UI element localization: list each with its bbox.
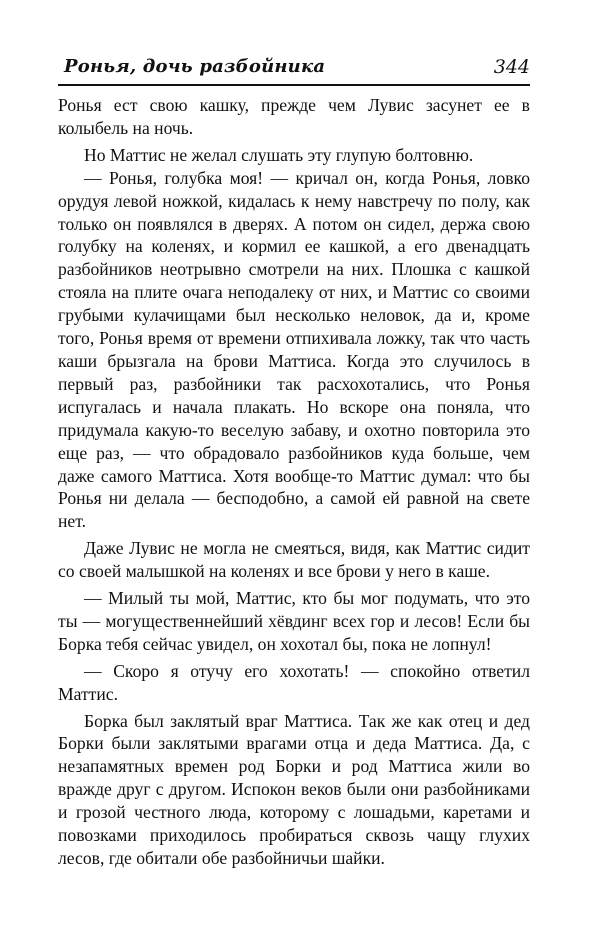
paragraph: Борка был заклятый враг Маттиса. Так же как отец и дед Борки были заклятыми врагами отца и деда Маттиса. Да, с незапамятных времен род Борки и род Маттиса жили во вражде друг с другом. Испокон веков были они разбойниками и грозой честного люда, которому с лошадьми, каретами и повозками приходилось пробираться сквозь чащу глухих лесов, где обитали обе разбойничьи шайки. bbox=[58, 710, 530, 868]
running-header bbox=[58, 50, 530, 86]
book-page bbox=[58, 50, 530, 870]
running-title: Ронья, дочь разбойника bbox=[64, 56, 326, 77]
page-number: 344 bbox=[493, 56, 530, 78]
paragraph: — Скоро я отучу его хохотать! — спокойно ответил Маттис. bbox=[58, 660, 530, 704]
paragraph: Но Маттис не желал слушать эту глупую болтовню. bbox=[84, 144, 474, 165]
body-text bbox=[58, 94, 530, 870]
paragraph: Ронья ест свою кашку, прежде чем Лувис засунет ее в колыбель на ночь. bbox=[58, 95, 530, 138]
paragraph: — Милый ты мой, Маттис, кто бы мог подумать, что это ты — могущественнейший хёвдинг всех гор и лесов! Если бы Борка тебя сейчас увидел, он хохотал бы, пока не лопнул! bbox=[58, 588, 530, 654]
paragraph: — Ронья, голубка моя! — кричал он, когда Ронья, ловко орудуя левой ножкой, кидалась к нему навстречу по полу, как только он появлялся в дверях. А потом он сидел, держа свою голубку на коленях, и кормил ее кашкой, а его двенадцать разбойников неотрывно смотрели на них. Плошка с кашкой стояла на плите очага неподалеку от них, и Маттис со своими грубыми кулачищами был несколько неловок, да и, кроме того, Ронья время от времени отпихивала ложку, так что часть каши брызгала на брови Маттиса. Когда это случилось в первый раз, разбойники так расхохотались, что Ронья испугалась и начала плакать. Но вскоре она поняла, что придумала какую-то веселую забаву, и охотно повторила это еще раз, — что обрадовало разбойников куда больше, чем даже самого Маттиса. Хотя вообще-то Маттис думал: что бы Ронья ни делала — бесподобно, а самой ей равной на свете нет. bbox=[58, 167, 530, 532]
paragraph: Даже Лувис не могла не смеяться, видя, как Маттис сидит со своей малышкой на коленях и все брови у него в каше. bbox=[58, 538, 530, 582]
